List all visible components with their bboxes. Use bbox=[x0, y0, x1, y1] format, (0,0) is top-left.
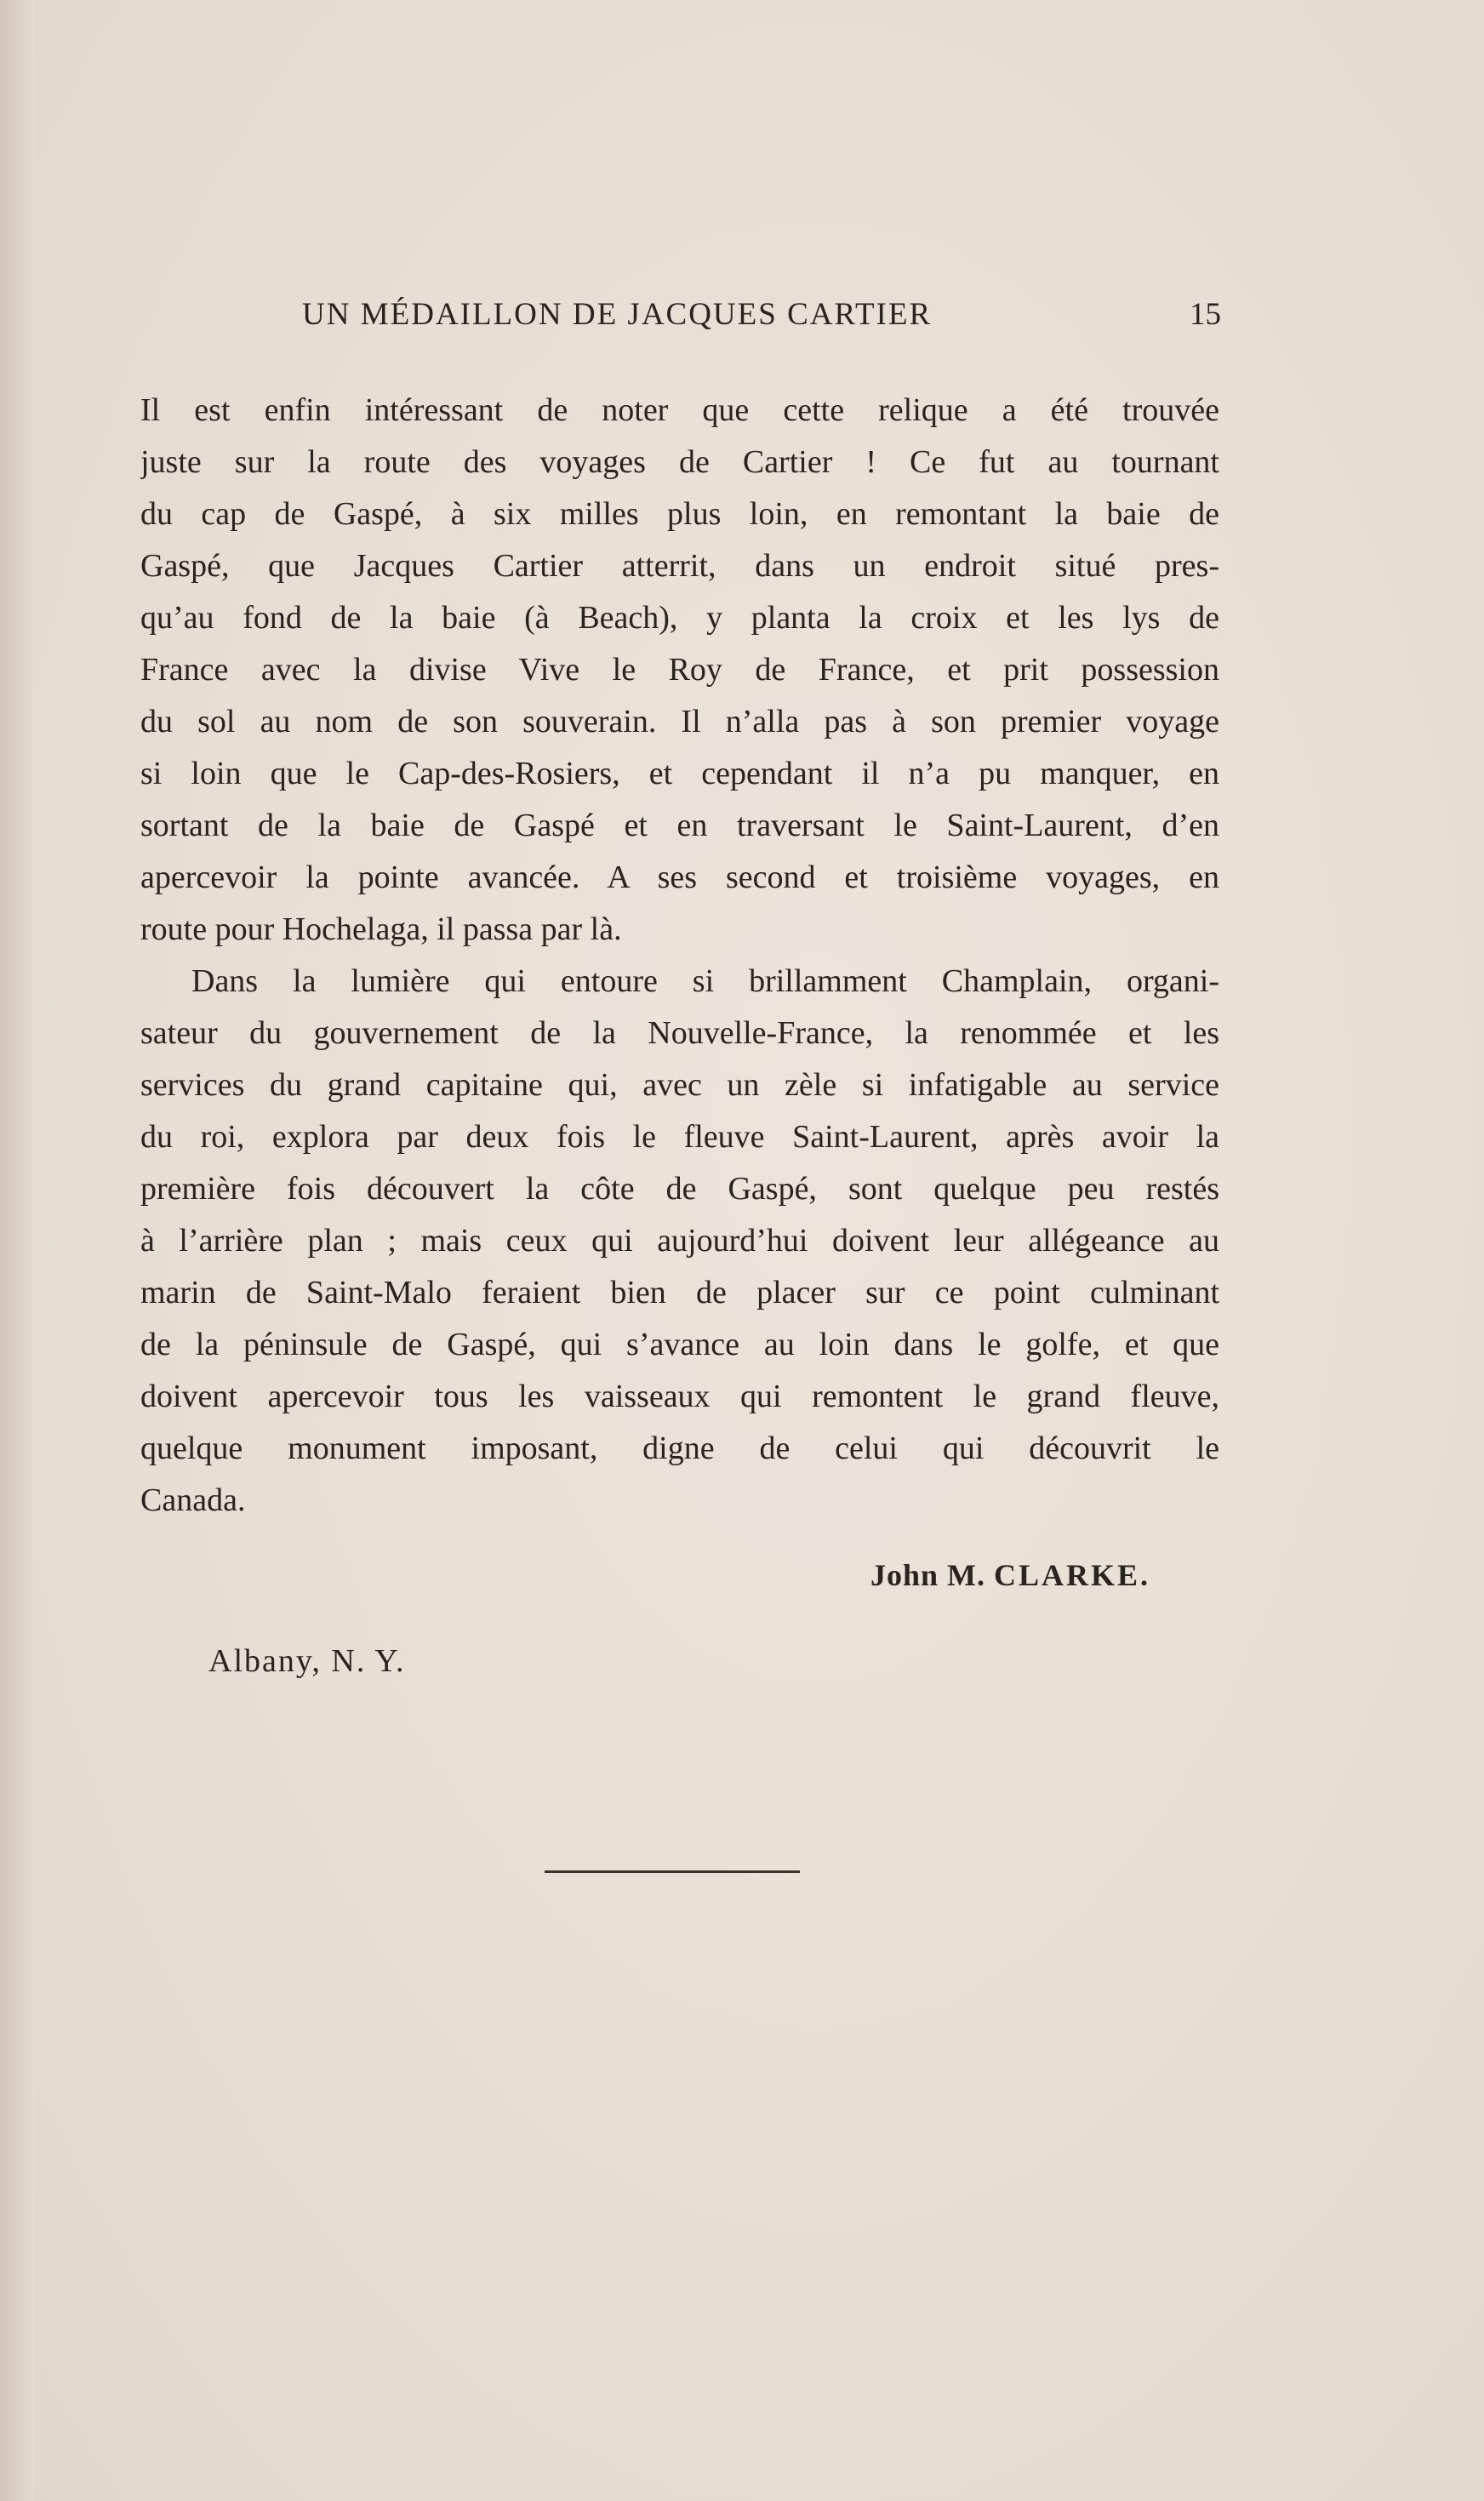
text-line: à l’arrière plan ; mais ceux qui aujourd’hui doivent leur allégeance au bbox=[140, 1223, 1219, 1259]
place-line: Albany, N. Y. bbox=[208, 1643, 406, 1679]
author-surname: CLARKE. bbox=[993, 1558, 1150, 1592]
text-line: sortant de la baie de Gaspé et en traversant le Saint-Laurent, d’en bbox=[140, 808, 1219, 843]
text-line: Gaspé, que Jacques Cartier atterrit, dans un endroit situé pres- bbox=[140, 548, 1219, 584]
author-given-name: John M. bbox=[870, 1558, 985, 1592]
text-line: France avec la divise Vive le Roy de France, et prit possession bbox=[140, 652, 1219, 688]
end-rule bbox=[545, 1870, 800, 1873]
text-line: juste sur la route des voyages de Cartier ! Ce fut au tournant bbox=[140, 444, 1219, 480]
text-line: du roi, explora par deux fois le fleuve Saint-Laurent, après avoir la bbox=[140, 1119, 1219, 1155]
text-line: quelque monument imposant, digne de celui qui découvrit le bbox=[140, 1430, 1219, 1466]
text-line: route pour Hochelaga, il passa par là. bbox=[140, 911, 622, 947]
text-line: de la péninsule de Gaspé, qui s’avance au loin dans le golfe, et que bbox=[140, 1327, 1219, 1362]
text-line: Il est enfin intéressant de noter que cette relique a été trouvée bbox=[140, 392, 1219, 428]
text-line: marin de Saint-Malo feraient bien de placer sur ce point culminant bbox=[140, 1275, 1219, 1310]
page-binding-edge bbox=[0, 0, 34, 2501]
text-line: sateur du gouvernement de la Nouvelle-France, la renommée et les bbox=[140, 1015, 1219, 1051]
page-number: 15 bbox=[1190, 297, 1221, 332]
text-line: si loin que le Cap-des-Rosiers, et cependant il n’a pu manquer, en bbox=[140, 756, 1219, 791]
text-line: du sol au nom de son souverain. Il n’alla pas à son premier voyage bbox=[140, 704, 1219, 739]
text-line: qu’au fond de la baie (à Beach), y planta la croix et les lys de bbox=[140, 600, 1219, 636]
text-line: du cap de Gaspé, à six milles plus loin, en remontant la baie de bbox=[140, 496, 1219, 532]
running-head bbox=[302, 296, 1221, 339]
text-line: services du grand capitaine qui, avec un zèle si infatigable au service bbox=[140, 1067, 1219, 1103]
text-line: Dans la lumière qui entoure si brillamment Champlain, organi- bbox=[191, 963, 1219, 999]
author-signature bbox=[870, 1557, 1150, 1593]
text-line: première fois découvert la côte de Gaspé, sont quelque peu restés bbox=[140, 1171, 1219, 1207]
text-line: Canada. bbox=[140, 1482, 246, 1518]
text-line: doivent apercevoir tous les vaisseaux qui remontent le grand fleuve, bbox=[140, 1379, 1219, 1414]
running-title: UN MÉDAILLON DE JACQUES CARTIER bbox=[302, 297, 933, 332]
body-text bbox=[140, 385, 1219, 1527]
text-line: apercevoir la pointe avancée. A ses second et troisième voyages, en bbox=[140, 859, 1219, 895]
